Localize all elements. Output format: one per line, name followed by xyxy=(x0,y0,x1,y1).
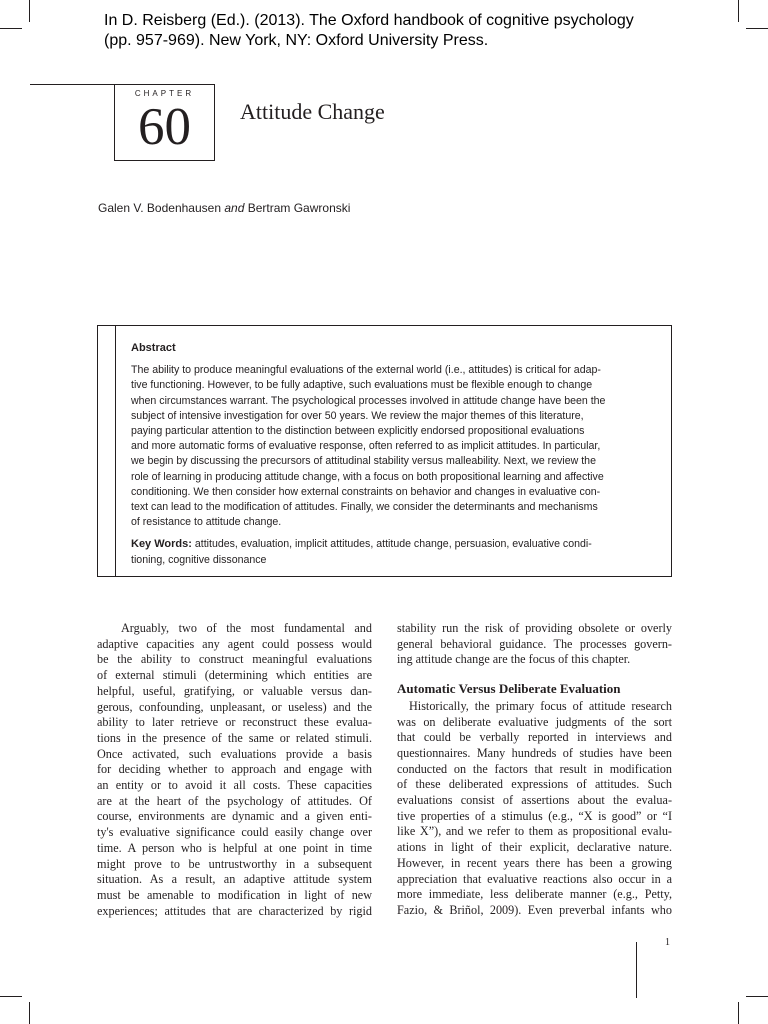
crop-mark xyxy=(746,28,768,29)
abstract-line: The ability to produce meaningful evaluations of the external world (i.e., attitudes) is critical for adap- xyxy=(131,364,601,377)
body-line: Once activated, such evaluations provide a basis xyxy=(97,746,372,761)
section-heading: Automatic Versus Deliberate Evaluation xyxy=(397,681,621,697)
chapter-number: 60 xyxy=(138,98,191,156)
abstract-line: and more automatic forms of evaluative response, often referred to as implicit attitudes. In particular, xyxy=(131,440,601,453)
abstract-divider xyxy=(115,326,116,576)
body-line: course, environments are dynamic and a given enti- xyxy=(97,809,372,824)
body-line: time. A person who is helpful at one point in time xyxy=(97,840,372,855)
body-line: Historically, the primary focus of attitude research xyxy=(409,698,672,713)
body-line: adaptive capacities any agent could possess would xyxy=(97,636,372,651)
abstract-line: subject of intensive investigation for over 50 years. We review the major themes of this literature, xyxy=(131,409,584,422)
page-number-rule xyxy=(636,942,637,998)
body-column-right xyxy=(397,621,672,919)
abstract-heading: Abstract xyxy=(131,342,176,354)
crop-mark xyxy=(738,0,739,22)
abstract-content xyxy=(131,341,659,568)
abstract-line: tive functioning. However, to be fully adaptive, such evaluations must be flexible enough to change xyxy=(131,379,593,392)
crop-mark xyxy=(0,996,22,997)
body-line: must be amenable to modification in light of new xyxy=(97,887,372,902)
body-line: be the ability to construct meaningful evaluations xyxy=(97,652,372,667)
body-column-left xyxy=(97,621,372,919)
author-first: Galen V. Bodenhausen xyxy=(98,201,221,215)
chapter-title: Attitude Change xyxy=(240,99,385,124)
page-number: 1 xyxy=(665,937,670,948)
keywords-label: Key Words: xyxy=(131,538,192,551)
body-line: was on deliberate evaluative judgments of the sort xyxy=(397,714,672,729)
abstract-line: conditioning. We then consider how external constraints on behavior and changes in evaluative con- xyxy=(131,485,601,498)
keywords-line: tioning, cognitive dissonance xyxy=(131,553,267,566)
body-line: stability run the risk of providing obsolete or overly xyxy=(397,621,672,635)
abstract-text xyxy=(131,363,659,530)
body-line: ing attitude change are the focus of this chapter. xyxy=(397,652,631,667)
body-line: Fazio, & Briñol, 2009). Even preverbal infants who xyxy=(397,902,672,917)
body-line: experiences; attitudes that are characterized by rigid xyxy=(97,903,372,918)
abstract-line: paying particular attention to the distinction between explicitly endorsed propositional evaluations xyxy=(131,425,585,438)
author-second: Bertram Gawronski xyxy=(247,201,351,215)
chapter-label: CHAPTER xyxy=(134,89,195,98)
crop-mark xyxy=(746,996,768,997)
crop-mark xyxy=(29,0,30,22)
abstract-line: when circumstances warrant. The psychological processes involved in attitude change have been the xyxy=(131,394,606,407)
body-line: helpful, useful, gratifying, or valuable versus dan- xyxy=(97,683,372,698)
citation-line: (pp. 957-969). New York, NY: Oxford University Press. xyxy=(104,32,489,49)
body-line: of external stimuli (determining which entities are xyxy=(97,668,372,683)
citation-line: In D. Reisberg (Ed.). (2013). The Oxford handbook of cognitive psychology xyxy=(104,12,634,29)
abstract-line: text can lead to the modification of attitudes. Finally, we consider the determinants and mechanisms xyxy=(131,501,598,514)
body-line: situation. As a result, an adaptive attitude system xyxy=(97,872,372,887)
crop-mark xyxy=(29,1002,30,1024)
body-line: are at the heart of the psychology of attitudes. Of xyxy=(97,793,372,808)
keywords-line: attitudes, evaluation, implicit attitudes, attitude change, persuasion, evaluative condi- xyxy=(194,538,592,551)
body-line: appreciation that evaluative reactions also occur in a xyxy=(397,871,672,886)
chapter-box xyxy=(114,84,215,161)
author-conjunction: and xyxy=(224,201,245,215)
body-line: tive properties of a stimulus (e.g., “X is good” or “I xyxy=(397,808,672,823)
body-line: ability to later retrieve or reconstruct these evalua- xyxy=(97,715,372,730)
body-line: questionnaires. Many hundreds of studies have been xyxy=(397,745,672,760)
author-line xyxy=(98,201,350,215)
body-line: that could be verbally reported in interviews and xyxy=(397,730,672,745)
body-line: like X”), and we refer to them as propositional evalu- xyxy=(397,824,672,839)
abstract-line: of resistance to attitude change. xyxy=(131,516,282,529)
body-line: of these deliberated expressions of attitudes. Such xyxy=(397,777,672,792)
body-line: evaluations consist of assertions about the evalua- xyxy=(397,793,672,808)
body-line: Arguably, two of the most fundamental and xyxy=(121,621,372,635)
body-line: for deciding whether to approach and engage with xyxy=(97,762,372,777)
citation-header xyxy=(104,11,724,51)
abstract-line: we begin by discussing the precursors of attitudinal stability versus malleability. Next, we review the xyxy=(131,455,596,468)
body-line: gerous, confounding, unpleasant, or useless) and the xyxy=(97,699,372,714)
crop-mark xyxy=(0,28,22,29)
abstract-line: role of learning in producing attitude change, with a focus on both propositional learning and affective xyxy=(131,470,604,483)
abstract-box xyxy=(97,325,672,577)
body-line: conducted on the factors that result in modification xyxy=(397,761,672,776)
crop-mark xyxy=(738,1002,739,1024)
body-line: general behavioral guidance. The processes govern- xyxy=(397,636,672,651)
body-line: might prove to be untrustworthy in a subsequent xyxy=(97,856,372,871)
body-line: an entity or to avoid it all costs. These capacities xyxy=(97,778,372,793)
body-line: However, in recent years there has been a growing xyxy=(397,855,672,870)
body-line: more immediate, less deliberate manner (e.g., Petty, xyxy=(397,887,672,902)
body-line: ations in light of their explicit, declarative nature. xyxy=(397,840,672,855)
body-line: ty's evaluative significance could easily change over xyxy=(97,825,372,840)
keywords xyxy=(131,537,659,567)
body-line: tions in the presence of the same or related stimuli. xyxy=(97,730,372,745)
